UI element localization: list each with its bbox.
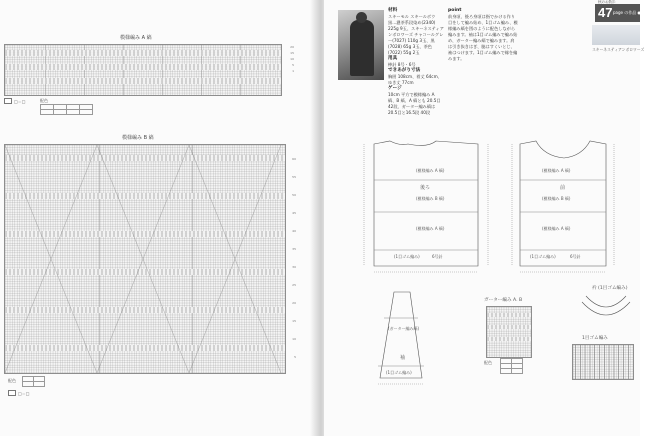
chart-b-color-table (22, 376, 45, 387)
garter-chart-grid (486, 306, 532, 358)
chart-b-title: 模様編み B 縞 (122, 135, 154, 141)
chart-a-grid (4, 44, 282, 96)
collar-diagram (582, 296, 630, 315)
right-page (324, 0, 645, 436)
chart-b-color-label: 配色 (8, 378, 16, 383)
chart-a-color-table (40, 104, 93, 115)
point-heading: point (448, 8, 462, 13)
chart-b-diamond-overlay (5, 145, 285, 373)
size-text: 胸囲 108cm、着丈 64cm、ゆき丈 77cm (388, 74, 442, 85)
sleeve-garter-label: (ガーター編み縞) (388, 326, 420, 331)
front-rib-needle: 6号針 (570, 254, 581, 259)
size-heading: できあがり寸法 (388, 68, 421, 73)
front-pattern-b: (模様編み B 縞) (542, 196, 571, 201)
materials-text: スキーモル スキールボウ 黒…濃茶系段染め(2340) 225g 9玉、スキーネスティアンボロワーズ チャコールグレー(7027) 110g 3玉、黒(7028) 65g 3玉、茶色(7022) 55g 2玉 (388, 14, 444, 55)
blank-symbol-icon (8, 390, 16, 396)
back-pattern-a-upper: (模様編み A 縞) (416, 168, 445, 173)
chart-a-title: 模様編み A 縞 (120, 35, 152, 41)
materials-heading: 材料 (388, 8, 398, 13)
point-text: 前身頃、後ろ身頃は指でかける作り目をして編み始め、1目ゴム編み、模様編み縞を図のように配色しながら編みます。袖は1目ゴム編みで編み始め、ガーター編み縞で編みます。肩は引き抜きはぎ、脇はすくいとじ、袖はつけます。1目ゴム編みで縁を編みます。 (448, 14, 518, 61)
back-rib-needle: 6号針 (432, 254, 443, 259)
gauge-text: 10cm 平方で模様編み A 縞、B 縞、A 縞とも 20.5目 42段、ガーター編み縞は 20.5目と16.5段 40段 (388, 92, 441, 115)
chart-b-row-numbers: 60 55 50 45 40 35 30 25 20 15 10 5 (292, 157, 296, 359)
back-rib-label: (1目ゴム編み) (394, 254, 420, 259)
point-block (448, 8, 518, 62)
rib-chart-grid (572, 344, 634, 380)
front-pattern-a-lower: (模様編み A 縞) (542, 226, 571, 231)
collar-title: 衿 (1目ゴム編み) (592, 286, 628, 291)
materials-block (388, 8, 444, 116)
yarn-caption: スキーネスティアンボロワーズ (592, 47, 645, 52)
gauge-heading: ゲージ (388, 86, 402, 91)
back-pattern-a-lower: (模様編み A 縞) (416, 226, 445, 231)
garter-color-table (500, 358, 523, 374)
page-label: page の作品 ●● (613, 10, 645, 15)
chart-a-row-numbers: 20 15 10 5 1 (290, 45, 294, 73)
front-title: 前 (560, 185, 566, 191)
chart-a-legend: □＝□ (4, 98, 26, 104)
back-pattern-b: (模様編み B 縞) (416, 196, 445, 201)
front-pattern-a-upper: (模様編み A 縞) (542, 168, 571, 173)
chart-a-color-label: 配色 (40, 98, 48, 103)
rib-chart-title: 1目ゴム編み (582, 336, 608, 341)
garter-chart-title: ガーター編み A. B (484, 298, 523, 303)
sleeve-title: 袖 (400, 355, 406, 361)
chart-b-legend: □＝□ (8, 390, 30, 396)
model-photo (338, 10, 384, 80)
sleeve-rib-label: (1目ゴム編み) (386, 370, 412, 375)
page-top-label: 秋のお散歩 (598, 0, 616, 4)
page-number: 47 (598, 5, 613, 20)
yarn-swatch-image (592, 25, 640, 45)
back-title: 後ろ (420, 185, 431, 191)
back-body-diagram (364, 141, 488, 272)
chart-b-grid (4, 144, 286, 374)
front-rib-label: (1目ゴム編み) (530, 254, 556, 259)
left-page (0, 0, 316, 436)
front-body-diagram (512, 141, 614, 272)
garter-color-label: 配色 (484, 360, 492, 365)
blank-symbol-icon (4, 98, 12, 104)
page-number-tab (595, 0, 645, 22)
needles-text: 棒針 8号・6号 (388, 62, 416, 67)
needles-heading: 用具 (388, 56, 398, 61)
